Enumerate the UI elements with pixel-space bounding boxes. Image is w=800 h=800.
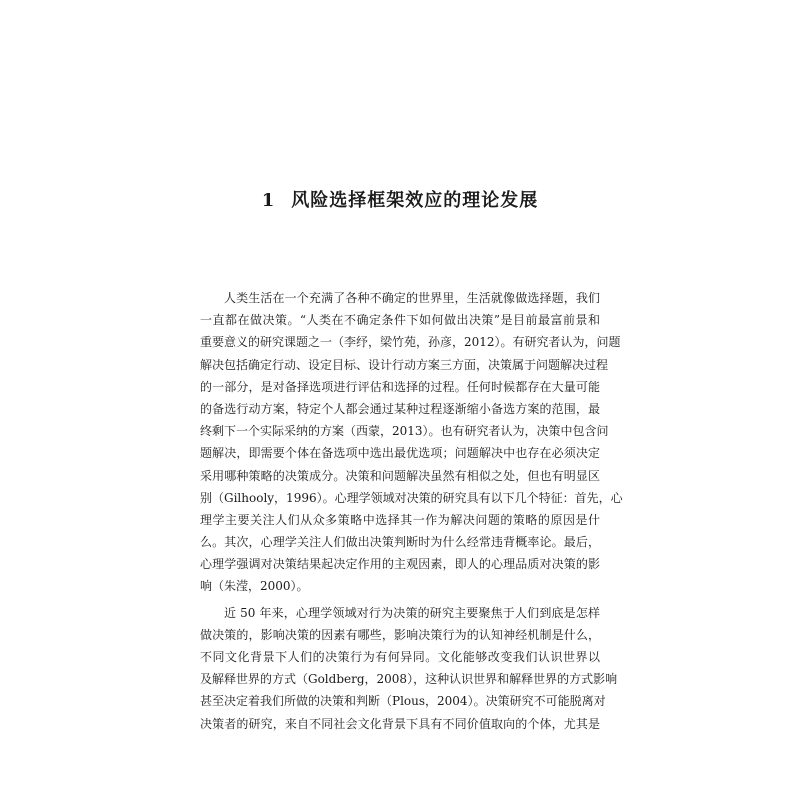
body-text <box>200 287 623 735</box>
text-line: 别（Gilhooly，1996）。心理学领域对决策的研究具有以下几个特征：首先，心 <box>200 490 623 505</box>
text-line: 及解释世界的方式（Goldberg，2008），这种认识世界和解释世界的方式影响 <box>200 672 618 687</box>
text-line: 解决包括确定行动、设定目标、设计行动方案三方面，决策属于问题解决过程 <box>200 357 609 372</box>
text-line: 不同文化背景下人们的决策行为有何异同。文化能够改变我们认识世界以 <box>200 650 600 664</box>
text-line: 的备选行动方案，特定个人都会通过某种过程逐渐缩小备选方案的范围，最 <box>200 401 600 416</box>
text-line: 心理学强调对决策结果起决定作用的主观因素，即人的心理品质对决策的影 <box>200 557 600 572</box>
text-line: 人类生活在一个充满了各种不确定的世界里，生活就像做选择题，我们 <box>224 291 600 305</box>
chapter-title <box>0 186 800 212</box>
text-line: 么。其次，心理学关注人们做出决策判断时为什么经常违背概率论。最后， <box>200 535 600 550</box>
text-line: 一直都在做决策。“人类在不确定条件下如何做出决策”是目前最富前景和 <box>200 313 600 328</box>
text-line: 题解决，即需要个体在备选项中选出最优选项；问题解决中也存在必须决定 <box>200 446 600 461</box>
text-line: 采用哪种策略的决策成分。决策和问题解决虽然有相似之处，但也有明显区 <box>200 468 600 483</box>
text-line: 近 50 年来，心理学领域对行为决策的研究主要聚焦于人们到底是怎样 <box>224 605 600 620</box>
chapter-title-text: 风险选择框架效应的理论发展 <box>291 190 539 211</box>
text-line: 做决策的，影响决策的因素有哪些，影响决策行为的认知神经机制是什么， <box>200 627 600 642</box>
text-line: 理学主要关注人们从众多策略中选择其一作为解决问题的策略的原因是什 <box>200 512 600 527</box>
chapter-number: 1 <box>261 190 276 211</box>
paragraph-2 <box>200 602 618 735</box>
text-line: 响（朱滢，2000）。 <box>200 579 309 594</box>
text-line: 的一部分，是对备择选项进行评估和选择的过程。任何时候都存在大量可能 <box>200 379 600 394</box>
paragraph-1 <box>200 287 623 598</box>
text-line: 终剩下一个实际采纳的方案（西蒙，2013）。也有研究者认为，决策中包含问 <box>200 424 609 439</box>
text-line: 决策者的研究，来自不同社会文化背景下具有不同价值取向的个体，尤其是 <box>200 716 600 731</box>
text-line: 甚至决定着我们所做的决策和判断（Plous，2004）。决策研究不可能脱离对 <box>200 694 606 709</box>
text-line: 重要意义的研究课题之一（李纾，梁竹苑，孙彦，2012）。有研究者认为，问题 <box>200 335 621 350</box>
